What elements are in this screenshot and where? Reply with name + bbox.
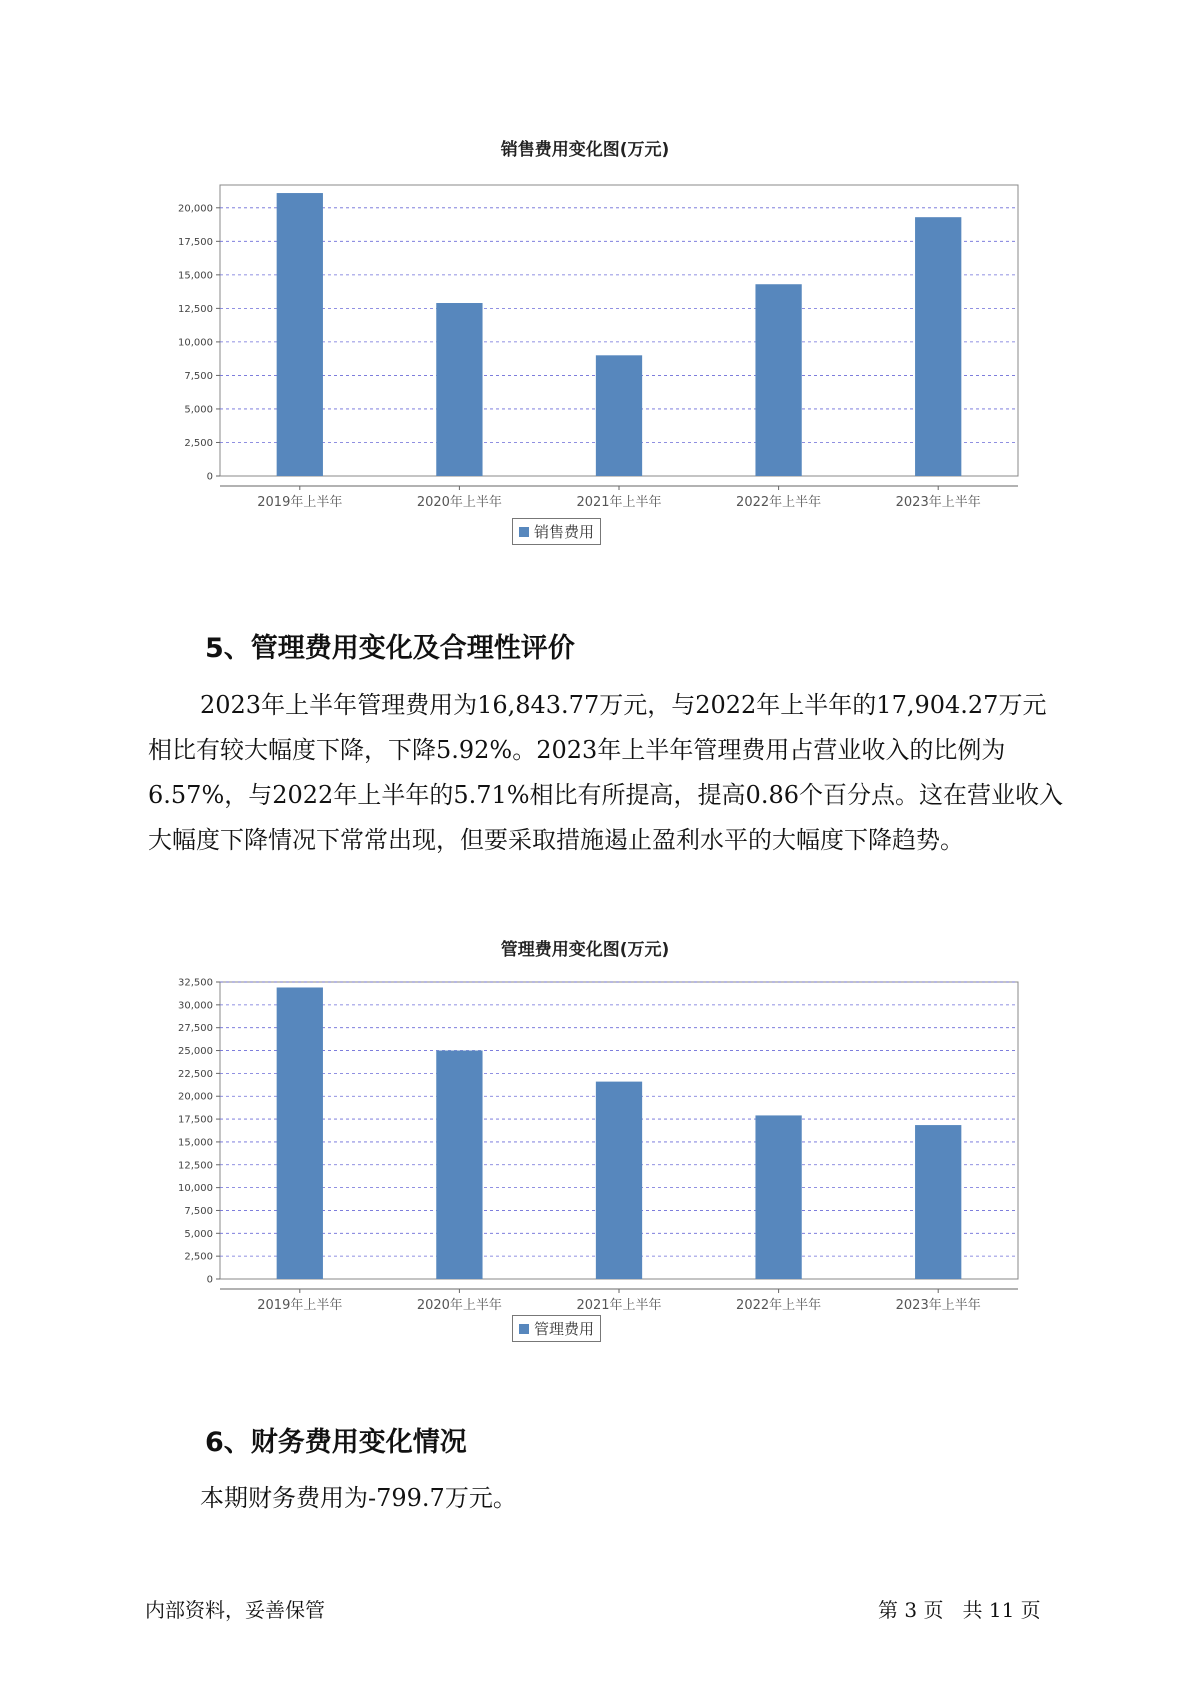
- y-tick-label: 25,000: [178, 1046, 213, 1058]
- section-5-heading: 5、管理费用变化及合理性评价: [205, 633, 575, 664]
- x-tick-label: 2023年上半年: [895, 1298, 981, 1313]
- y-tick-label: 32,500: [178, 977, 213, 989]
- y-tick-label: 15,000: [178, 270, 213, 282]
- y-tick-label: 12,500: [178, 303, 213, 315]
- chart-legend: [512, 1315, 601, 1342]
- y-tick-label: 20,000: [178, 203, 213, 215]
- legend-label: 销售费用: [534, 523, 595, 541]
- y-tick-label: 22,500: [178, 1068, 213, 1080]
- section-6-paragraph: [148, 1476, 1070, 1521]
- chart-title: 管理费用变化图(万元): [500, 940, 670, 960]
- y-tick-label: 17,500: [178, 236, 213, 248]
- x-tick-label: 2023年上半年: [895, 495, 981, 510]
- x-tick-label: 2020年上半年: [416, 1298, 502, 1313]
- footer-left: 内部资料，妥善保管: [145, 1598, 325, 1622]
- chart-title: 销售费用变化图(万元): [500, 140, 670, 160]
- x-tick-label: 2021年上半年: [576, 1298, 662, 1313]
- y-tick-label: 7,500: [184, 1205, 213, 1217]
- y-tick-label: 0: [206, 1274, 213, 1286]
- y-tick-label: 20,000: [178, 1091, 213, 1103]
- y-tick-label: 12,500: [178, 1160, 213, 1172]
- y-tick-label: 30,000: [178, 1000, 213, 1012]
- y-tick-label: 17,500: [178, 1114, 213, 1126]
- section-5-paragraph: [148, 683, 1070, 863]
- y-tick-label: 10,000: [178, 337, 213, 349]
- y-tick-label: 7,500: [184, 370, 213, 382]
- y-tick-label: 27,500: [178, 1023, 213, 1035]
- legend-label: 管理费用: [534, 1320, 595, 1338]
- footer-right: 第 3 页 共 11 页: [878, 1598, 1041, 1622]
- x-tick-label: 2019年上半年: [257, 495, 343, 510]
- y-tick-label: 10,000: [178, 1183, 213, 1195]
- y-tick-label: 2,500: [184, 1251, 213, 1263]
- bar: [755, 1115, 801, 1279]
- y-tick-label: 5,000: [184, 1228, 213, 1240]
- bar: [915, 217, 961, 476]
- bar: [755, 284, 801, 476]
- paragraph-text: 本期财务费用为-799.7万元。: [200, 1484, 517, 1512]
- y-tick-label: 2,500: [184, 437, 213, 449]
- bar: [277, 987, 323, 1279]
- x-tick-label: 2022年上半年: [736, 1298, 822, 1313]
- admin-expense-chart: [150, 935, 1020, 1350]
- bar: [436, 1051, 482, 1279]
- bar: [436, 303, 482, 476]
- x-tick-label: 2020年上半年: [416, 495, 502, 510]
- legend-swatch: [519, 527, 529, 537]
- bar: [915, 1125, 961, 1279]
- chart-plot: [150, 966, 1020, 1318]
- x-tick-label: 2021年上半年: [576, 495, 662, 510]
- section-6-heading: 6、财务费用变化情况: [205, 1427, 467, 1458]
- y-tick-label: 0: [206, 471, 213, 483]
- bar: [596, 355, 642, 476]
- bar: [277, 193, 323, 476]
- paragraph-text: 2023年上半年管理费用为16,843.77万元，与2022年上半年的17,904.27万元相比有较大幅度下降，下降5.92%。2023年上半年管理费用占营业收入的比例为6.57%，与2022年上半年的5.71%相比有所提高，提高0.86个百分点。这在营业收入大幅度下降情况下常常出现，但要采取措施遏止盈利水平的大幅度下降趋势。: [148, 691, 1063, 854]
- y-tick-label: 15,000: [178, 1137, 213, 1149]
- x-tick-label: 2022年上半年: [736, 495, 822, 510]
- y-tick-label: 5,000: [184, 404, 213, 416]
- chart-legend: [512, 518, 601, 545]
- sales-expense-chart: [150, 135, 1020, 550]
- chart-plot: [150, 167, 1020, 517]
- x-tick-label: 2019年上半年: [257, 1298, 343, 1313]
- legend-swatch: [519, 1324, 529, 1334]
- bar: [596, 1082, 642, 1279]
